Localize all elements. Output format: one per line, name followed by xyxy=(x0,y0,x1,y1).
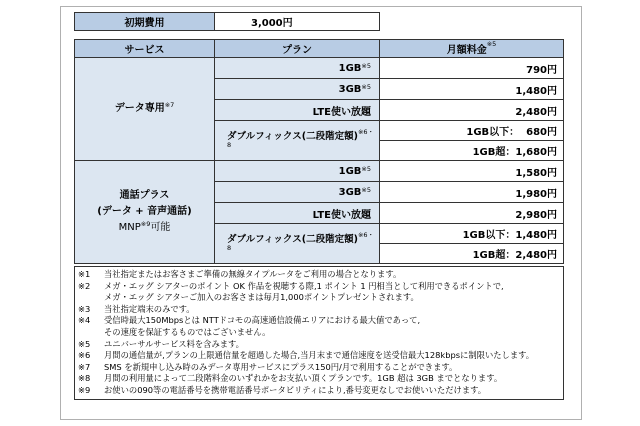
service-data-only: データ専用$^{※7}$ xyxy=(75,58,215,161)
plan-cell-double-fix: ダブルフィックス(二段階定額)$^{※6・8}$ xyxy=(215,121,380,161)
price-cell: 1,480円 xyxy=(380,79,564,100)
price-cell: 2,480円 xyxy=(380,100,564,121)
footnote: ※5 ユニバーサルサービス料を含みます。 xyxy=(78,338,244,349)
footnote: ※2 メガ・エッグ シアターのポイント OK 作品を視聴する際,1 ポイント 1 円相当として利用できるポイントで, xyxy=(78,280,504,291)
plan-cell: 3GB$^{※5}$ xyxy=(215,182,380,203)
service-call-plus: 通話プラス (データ + 音声通話) MNP$^{※9}$可能 xyxy=(75,161,215,264)
initial-fee-table xyxy=(74,12,380,31)
price-cell: 1,980円 xyxy=(380,182,564,203)
plan-cell: 3GB$^{※5}$ xyxy=(215,79,380,100)
pricing-table xyxy=(74,39,564,264)
header-plan: プラン xyxy=(215,40,380,58)
price-tier-cell: 1GB超：1,680円 xyxy=(380,141,564,161)
header-service: サービス xyxy=(75,40,215,58)
table-row xyxy=(75,161,564,182)
footnotes-cell xyxy=(75,267,564,400)
plan-cell: LTE使い放題 xyxy=(215,203,380,224)
footnote: ※1 当社指定またはお客さまご準備の無線タイプルータをご利用の場合となります。 xyxy=(78,269,402,279)
footnote-continuation: その速度を保証するものではございません。 xyxy=(104,326,271,337)
footnote: ※9 お使いの090等の電話番号を携帯電話番号ポータビリティにより,番号変更なしでお使いいただけます。 xyxy=(78,384,487,395)
footnotes-table xyxy=(74,266,564,400)
price-cell: 790円 xyxy=(380,58,564,79)
price-cell: 1,580円 xyxy=(380,161,564,182)
table-row xyxy=(75,58,564,79)
footnote: ※3 当社指定端末のみです。 xyxy=(78,303,195,314)
plan-cell: 1GB$^{※5}$ xyxy=(215,161,380,182)
footnote: ※7 SMS を新規申し込み時のみデータ専用サービスにプラス150円/月で利用することができます。 xyxy=(78,361,458,372)
header-monthly: 月額料金$^{※5}$ xyxy=(380,40,564,58)
plan-cell-double-fix: ダブルフィックス(二段階定額)$^{※6・8}$ xyxy=(215,224,380,264)
price-tier-cell: 1GB超：2,480円 xyxy=(380,244,564,264)
plan-cell: 1GB$^{※5}$ xyxy=(215,58,380,79)
footnote: ※6 月間の通信量が,プランの上限通信量を超過した場合,当月末まで通信速度を送受信最大128kbpsに制限いたします。 xyxy=(78,350,535,361)
initial-fee-label: 初期費用 xyxy=(75,13,215,31)
price-tier-cell: 1GB以下：1,480円 xyxy=(380,224,564,244)
price-tier-cell: 1GB以下： 680円 xyxy=(380,121,564,141)
initial-fee-value: 3,000円 xyxy=(215,13,380,31)
footnote: ※4 受信時最大150Mbpsとは NTTドコモの高速通信設備エリアにおける最大値であって, xyxy=(78,315,421,326)
price-cell: 2,980円 xyxy=(380,203,564,224)
plan-cell: LTE使い放題 xyxy=(215,100,380,121)
footnote-continuation: メガ・エッグ シアターご加入のお客さまは毎月1,000ポイントプレゼントされます。 xyxy=(104,292,419,303)
footnote: ※8 月間の利用量によって二段階料金のいずれかをお支払い頂くプランです。1GB 超は 3GB までとなります。 xyxy=(78,373,503,384)
